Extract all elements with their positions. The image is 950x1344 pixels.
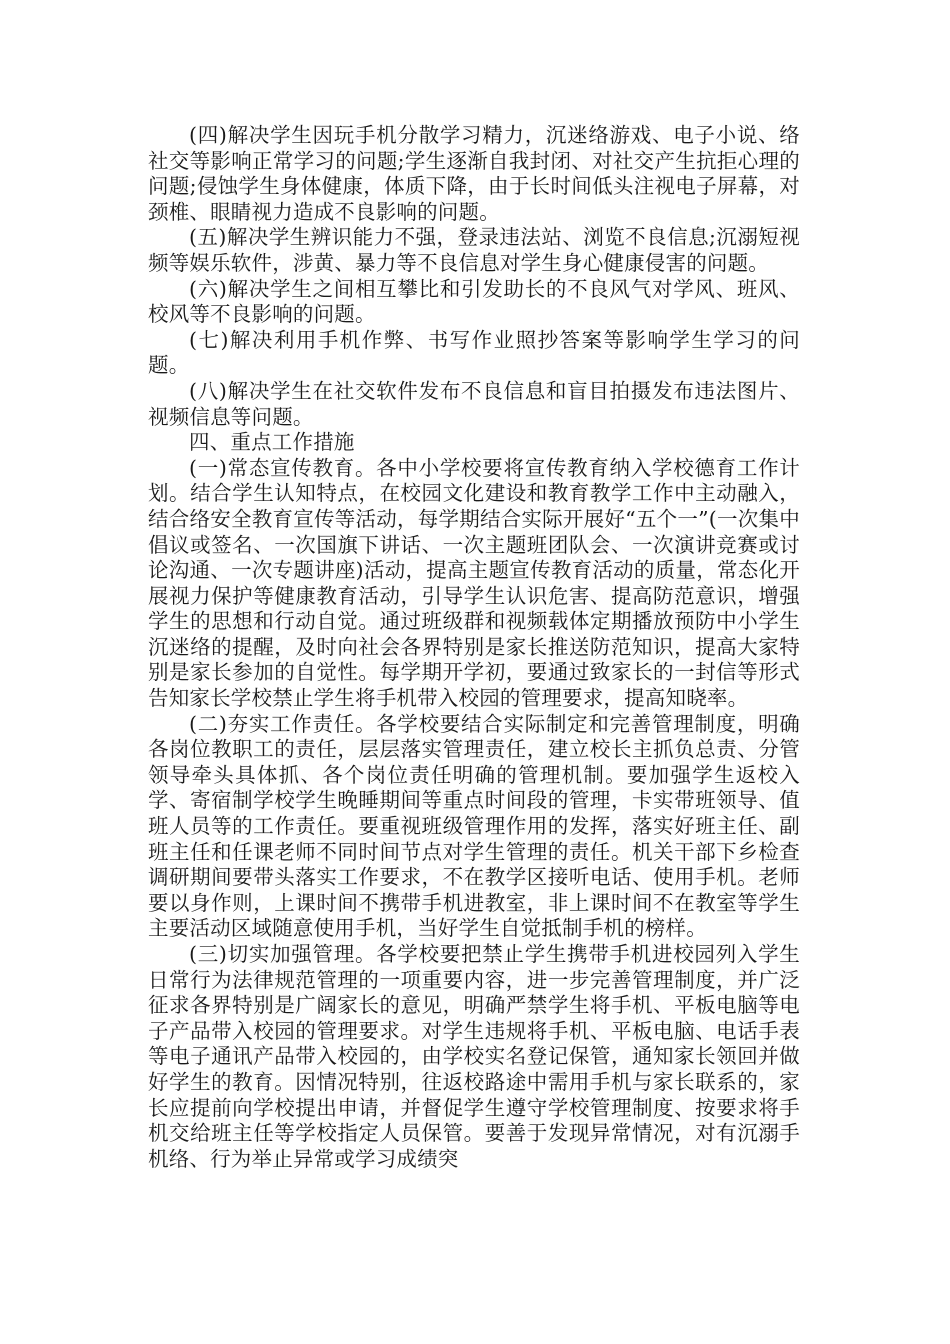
paragraph-8: (八)解决学生在社交软件发布不良信息和盲目拍摄发布违法图片、视频信息等问题。 bbox=[148, 378, 800, 429]
paragraph-6: (六)解决学生之间相互攀比和引发助长的不良风气对学风、班风、校风等不良影响的问题。 bbox=[148, 276, 800, 327]
paragraph-5: (五)解决学生辨识能力不强，登录违法站、浏览不良信息;沉溺短视频等娱乐软件，涉黄、暴力等不良信息对学生身心健康侵害的问题。 bbox=[148, 225, 800, 275]
measure-2-paragraph: (二)夯实工作责任。各学校要结合实际制定和完善管理制度，明确各岗位教职工的责任，层层落实管理责任，建立校长主抓负总责、分管领导牵头具体抓、各个岗位责任明确的管理机制。要加强学生返校入学、寄宿制学校学生晚睡期间等重点时间段的管理，卡实带班领导、值班人员等的工作责任。要重视班级管理作用的发挥，落实好班主任、副班主任和任课老师不同时间节点对学生管理的责任。机关干部下乡检查调研期间要带头落实工作要求，不在教学区接听电话、使用手机。老师要以身作则，上课时间不携带手机进教室，非上课时间不在教室等学生主要活动区域随意使用手机，当好学生自觉抵制手机的榜样。 bbox=[148, 711, 800, 941]
section-heading-measures: 四、重点工作措施 bbox=[189, 430, 355, 455]
paragraph-4: (四)解决学生因玩手机分散学习精力，沉迷络游戏、电子小说、络社交等影响正常学习的问题;学生逐渐自我封闭、对社交产生抗拒心理的问题;侵蚀学生身体健康，体质下降，由于长时间低头注视电子屏幕，对颈椎、眼睛视力造成不良影响的问题。 bbox=[148, 123, 800, 224]
measure-3-paragraph: (三)切实加强管理。各学校要把禁止学生携带手机进校园列入学生日常行为法律规范管理的一项重要内容，进一步完善管理制度，并广泛征求各界特别是广阔家长的意见，明确严禁学生将手机、平板电脑等电子产品带入校园的管理要求。对学生违规将手机、平板电脑、电话手表等电子通讯产品带入校园的，由学校实名登记保管，通知家长领回并做好学生的教育。因情况特别，往返校路途中需用手机与家长联系的，家长应提前向学校提出申请，并督促学生遵守学校管理制度、按要求将手机交给班主任等学校指定人员保管。要善于发现异常情况，对有沉溺手机络、行为举止异常或学习成绩突 bbox=[148, 942, 800, 1171]
paragraph-7: (七)解决利用手机作弊、书写作业照抄答案等影响学生学习的问题。 bbox=[148, 327, 800, 378]
document-body bbox=[148, 123, 800, 1172]
measure-1-paragraph: (一)常态宣传教育。各中小学校要将宣传教育纳入学校德育工作计划。结合学生认知特点，在校园文化建设和教育教学工作中主动融入，结合络安全教育宣传等活动，每学期结合实际开展好“五个一”(一次集中倡议或签名、一次国旗下讲话、一次主题班团队会、一次演讲竞赛或讨论沟通、一次专题讲座)活动，提高主题宣传教育活动的质量，常态化开展视力保护等健康教育活动，引导学生认识危害、提高防范意识，增强学生的思想和行动自觉。通过班级群和视频载体定期播放预防中小学生沉迷络的提醒，及时向社会各界特别是家长推送防范知识，提高大家特别是家长参加的自觉性。每学期开学初，要通过致家长的一封信等形式告知家长学校禁止学生将手机带入校园的管理要求，提高知晓率。 bbox=[148, 455, 800, 711]
